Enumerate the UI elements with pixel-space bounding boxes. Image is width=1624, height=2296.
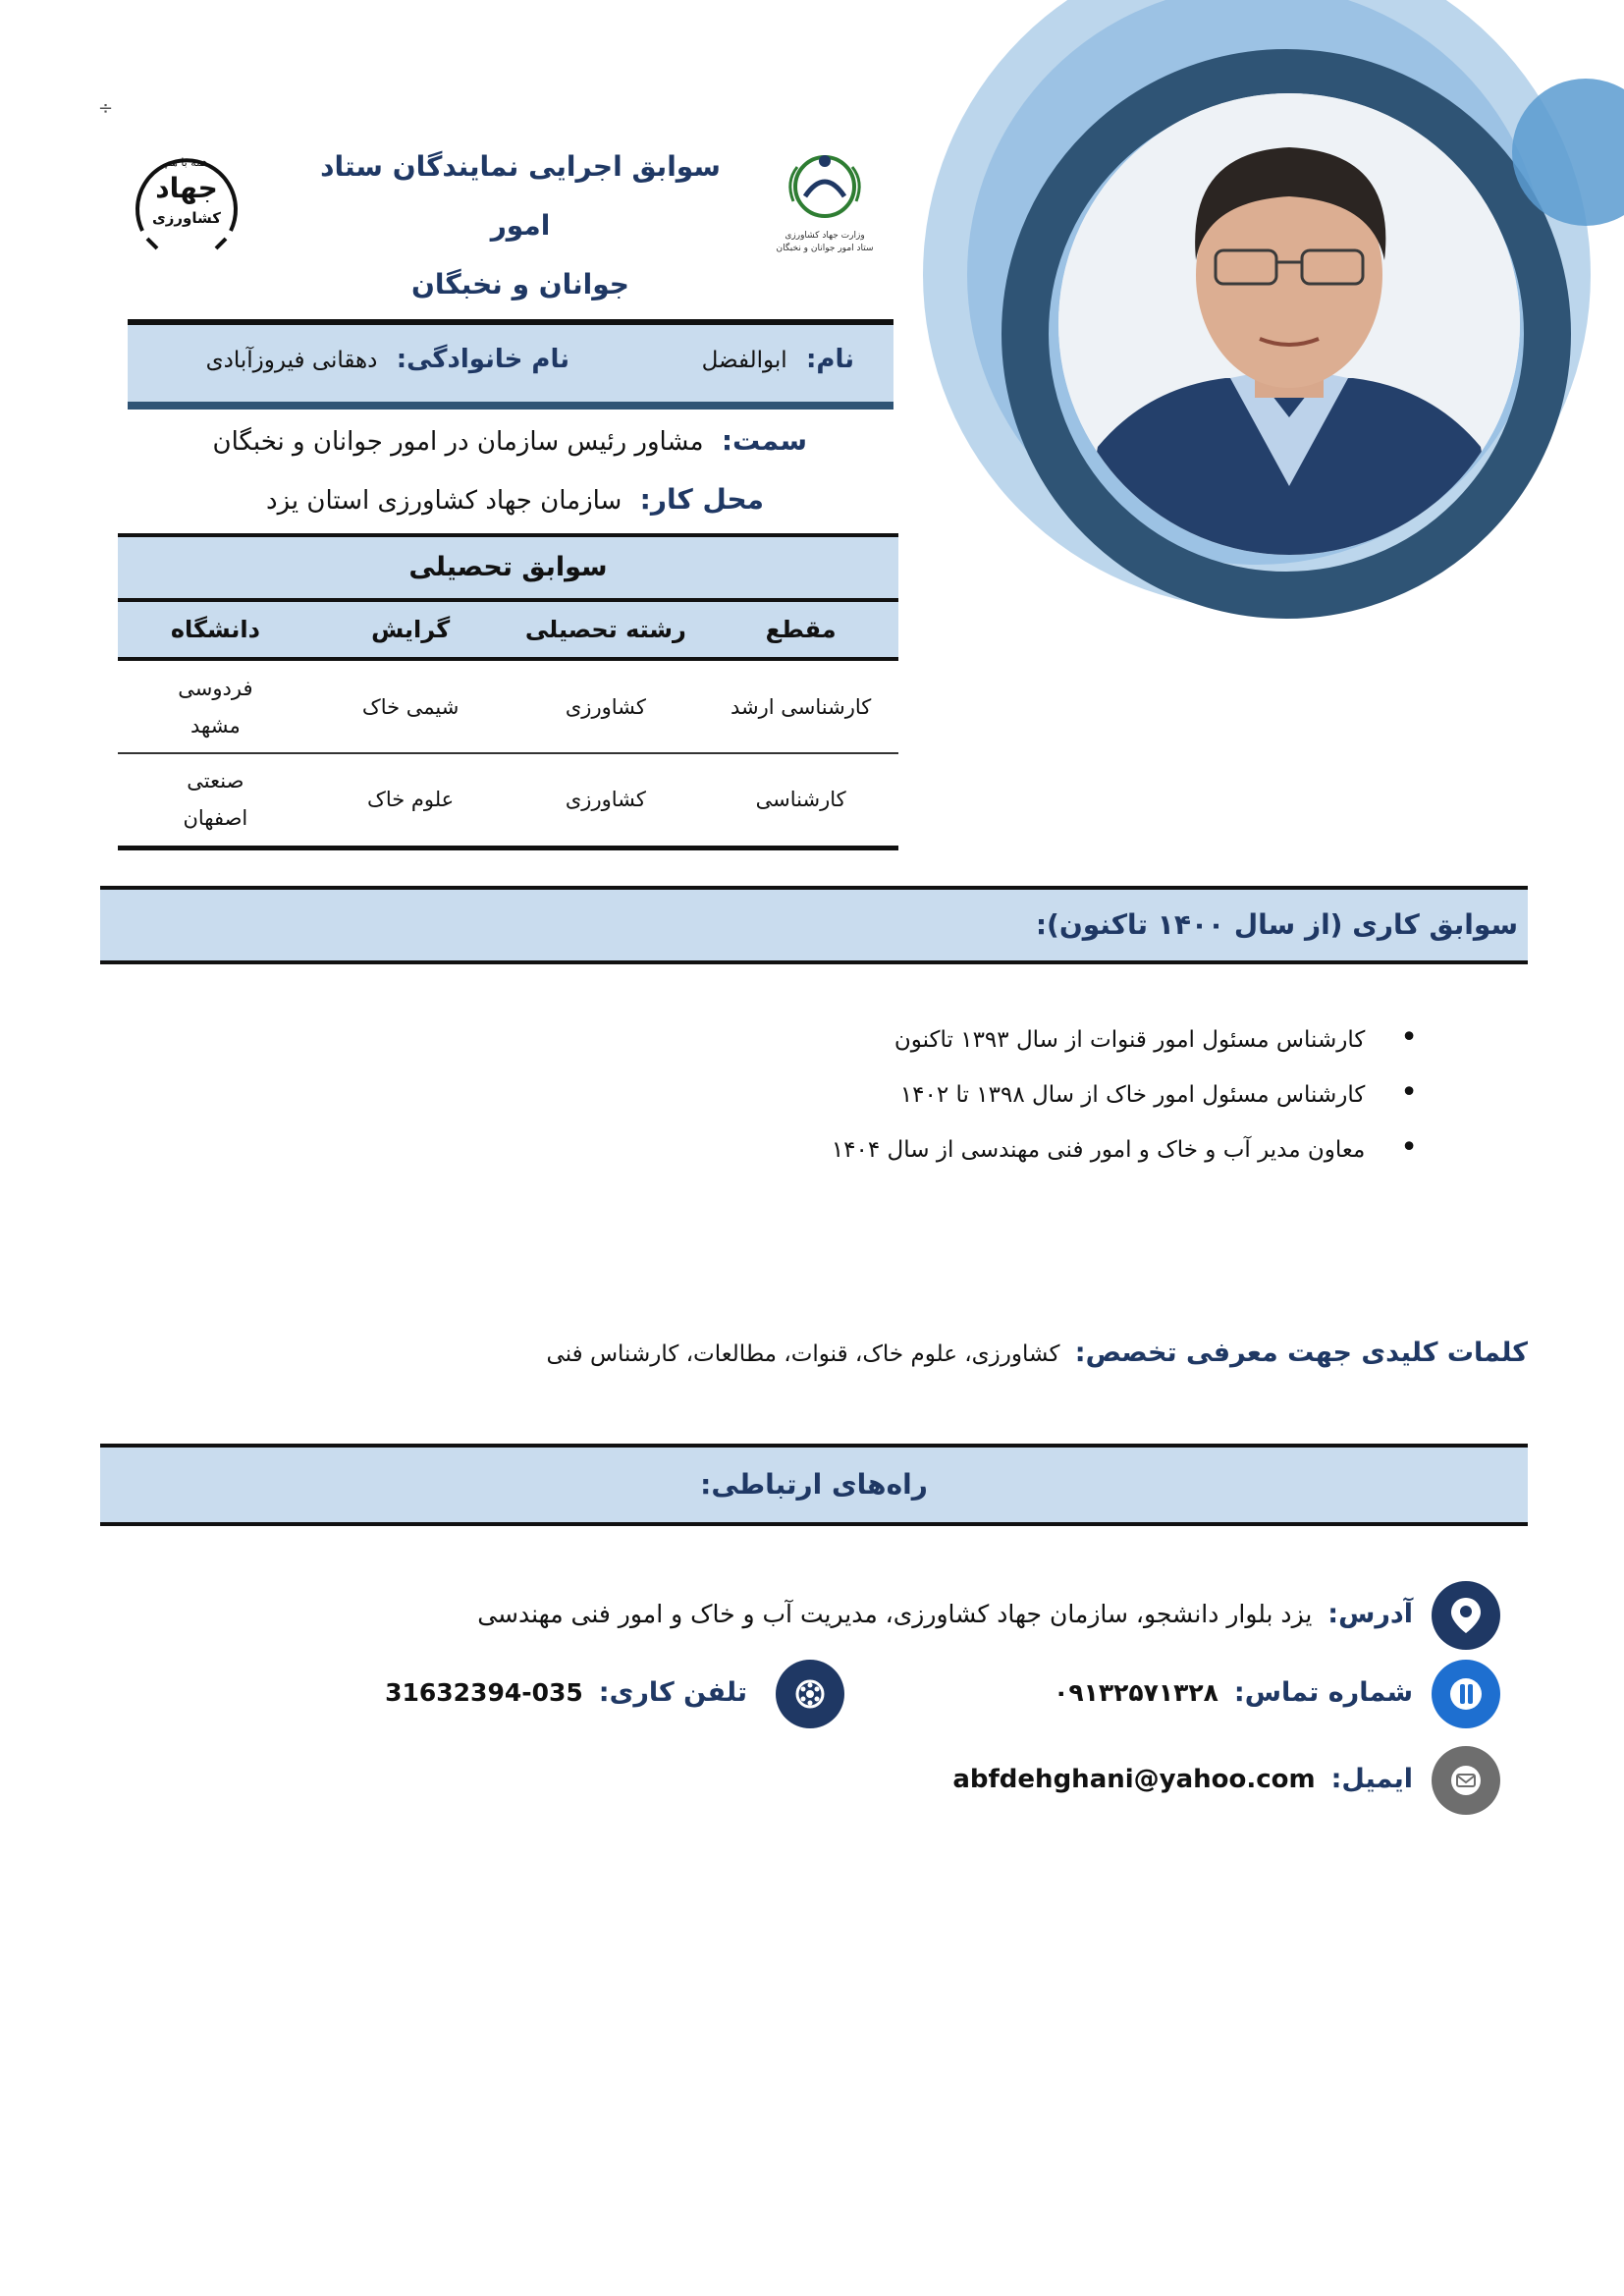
email-icon <box>1432 1746 1500 1815</box>
list-item <box>240 1121 1418 1176</box>
work-item-text: معاون مدیر آب و خاک و امور فنی مهندسی از سال ۱۴۰۴ <box>831 1137 1366 1163</box>
mobile-label: شماره تماس: <box>1233 1677 1413 1708</box>
contact-section-bar <box>100 1444 1528 1526</box>
corner-mark: ÷ <box>98 98 114 119</box>
first-name-field <box>702 345 854 374</box>
address-label: آدرس: <box>1327 1599 1413 1629</box>
office-phone-value[interactable]: 035-31632394 <box>385 1678 583 1707</box>
last-name-value: دهقانی فیروزآبادی <box>205 348 378 373</box>
email-line <box>952 1764 1413 1794</box>
keywords-line <box>350 1338 1528 1368</box>
last-name-field <box>206 345 569 374</box>
email-label: ایمیل: <box>1330 1764 1413 1794</box>
page-title <box>295 137 746 314</box>
jahad-logo-subtitle: کشاورزی <box>152 209 221 227</box>
education-title: سوابق تحصیلی <box>118 533 898 598</box>
table-row <box>118 659 898 753</box>
table-row <box>118 753 898 847</box>
work-section-bar <box>100 886 1528 964</box>
last-name-label: نام خانوادگی: <box>396 345 569 374</box>
youth-office-logo <box>766 147 884 275</box>
jahad-logo-slogan: همه با هم <box>164 156 209 169</box>
telephone-dial-glyph <box>790 1674 830 1714</box>
mobile-value[interactable]: ۰۹۱۳۲۵۷۱۳۲۸ <box>1054 1678 1218 1707</box>
education-cell-university: صنعتی اصفهان <box>183 769 248 831</box>
contact-section-title: راه‌های ارتباطی: <box>700 1468 928 1501</box>
education-table <box>118 598 898 850</box>
phone-glyph <box>1446 1674 1486 1714</box>
profile-photo <box>1058 93 1520 555</box>
mobile-line <box>1054 1677 1413 1708</box>
envelope-glyph <box>1448 1763 1484 1798</box>
page-title-line1: سوابق اجرایی نمایندگان ستاد امور <box>320 150 721 242</box>
keywords-value: کشاورزی، علوم خاک، قنوات، مطالعات، کارشناس فنی <box>546 1341 1060 1367</box>
location-icon <box>1432 1581 1500 1650</box>
youth-office-logo-text1: وزارت جهاد کشاورزی <box>785 231 865 241</box>
address-value: یزد بلوار دانشجو، سازمان جهاد کشاورزی، مدیریت آب و خاک و امور فنی مهندسی <box>477 1600 1313 1628</box>
workplace-value: سازمان جهاد کشاورزی استان یزد <box>265 486 623 516</box>
education-header-university: دانشگاه <box>170 616 260 643</box>
youth-office-logo-text2: ستاد امور جوانان و نخبگان <box>776 244 874 253</box>
work-list <box>240 1011 1467 1176</box>
education-header-field: رشته تحصیلی <box>524 616 686 643</box>
education-header-row <box>118 600 898 659</box>
education-cell-field: کشاورزی <box>565 694 646 719</box>
address-line <box>477 1599 1413 1629</box>
position-value: مشاور رئیس سازمان در امور جوانان و نخبگان <box>212 427 704 457</box>
name-band <box>128 319 893 410</box>
education-section <box>118 533 898 850</box>
workplace-label: محل کار: <box>639 483 764 516</box>
work-section-title: سوابق کاری (از سال ۱۴۰۰ تاکنون): <box>1035 908 1518 941</box>
office-phone-line <box>385 1677 747 1708</box>
work-item-text: کارشناس مسئول امور خاک از سال ۱۳۹۸ تا ۱۴۰۲ <box>899 1082 1366 1108</box>
education-header-major: گرایش <box>371 616 451 643</box>
list-item <box>240 1011 1418 1066</box>
education-cell-university: فردوسی مشهد <box>178 676 253 738</box>
jahad-logo <box>123 142 250 270</box>
first-name-label: نام: <box>806 345 854 374</box>
office-phone-icon <box>776 1660 844 1728</box>
work-item-text: کارشناس مسئول امور قنوات از سال ۱۳۹۳ تاکنون <box>893 1027 1366 1053</box>
page-title-line2: جوانان و نخبگان <box>411 268 629 301</box>
position-label: سمت: <box>721 424 807 457</box>
education-cell-major: شیمی خاک <box>361 694 460 719</box>
keywords-label: کلمات کلیدی جهت معرفی تخصص: <box>1074 1338 1528 1368</box>
education-cell-field: کشاورزی <box>565 788 646 812</box>
youth-office-logo-emblem <box>766 147 884 226</box>
jahad-logo-title: جهاد <box>155 172 218 204</box>
profile-photo-illustration <box>1058 93 1520 555</box>
phone-icon <box>1432 1660 1500 1728</box>
position-line <box>213 424 807 457</box>
first-name-value: ابوالفضل <box>701 348 787 373</box>
list-item <box>240 1066 1418 1121</box>
email-value[interactable]: abfdehghani@yahoo.com <box>952 1765 1316 1794</box>
workplace-line <box>266 483 764 516</box>
education-cell-major: علوم خاک <box>367 788 455 812</box>
education-header-degree: مقطع <box>765 616 837 643</box>
education-cell-degree: کارشناسی <box>755 788 846 812</box>
education-cell-degree: کارشناسی ارشد <box>731 694 872 719</box>
work-list-container <box>240 1011 1467 1176</box>
office-phone-label: تلفن کاری: <box>598 1677 747 1708</box>
location-pin-glyph <box>1448 1596 1484 1635</box>
